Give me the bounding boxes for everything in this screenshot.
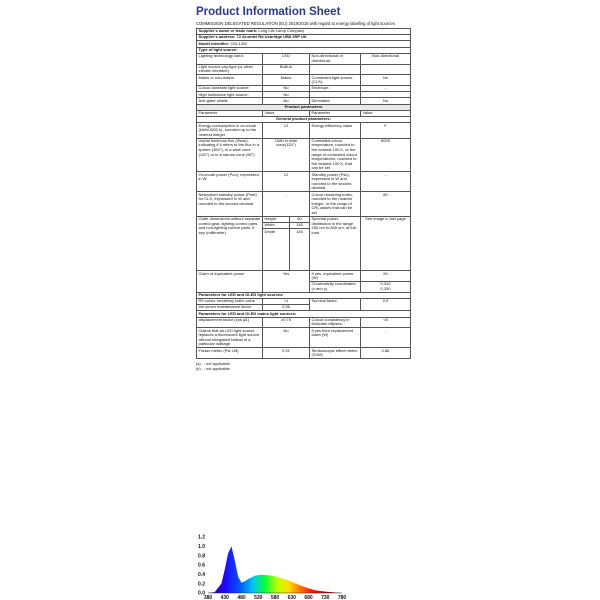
spd-label: Spectral power distribution in the range 250 nm to 800 nm, at full-load	[310, 216, 361, 270]
dimension-row: Depth 145	[197, 229, 411, 271]
type-row: Lighting technology used: LED Non-directional or directional: Non-directional	[197, 53, 411, 64]
y-tick-label: 0.0	[198, 590, 205, 597]
type-row: High luminance light source: No	[197, 92, 411, 98]
footnote-b: (b) - : not applicable;	[196, 367, 231, 372]
column-header-row: Parameter Value Parameter Value	[197, 110, 411, 116]
type-row: Light source cap-type (or other electric interface) Built-in	[197, 64, 411, 75]
page-title: Product Information Sheet	[196, 6, 341, 18]
y-tick-label: 1.0	[198, 544, 205, 551]
product-information-sheet	[196, 6, 410, 372]
x-tick-label: 380	[203, 595, 213, 600]
x-tick-label: 430	[220, 595, 229, 600]
x-tick-label: 680	[304, 595, 313, 600]
product-parameters-header: Product parameters	[197, 104, 411, 110]
dimension-row: Outer dimensions without separate control gear, lighting control parts and non-lighting control parts, if any (millimetre) Height 60 Spectral power distribution in the range 250 nm to 800 nm, at full-load See image in last page	[197, 216, 411, 222]
model-row: Model identifier: CDL12W	[197, 41, 411, 47]
footnote-a: (a) - : not applicable;	[196, 362, 231, 367]
info-table	[196, 28, 411, 359]
supplier-address-row: Supplier's address: 72 Arundel Rd Uxbridge UB8 2RP UK	[197, 35, 411, 41]
led-parameters-header: Parameters for LED and OLED light sources:	[197, 292, 411, 298]
general-row: Useful luminous flux (Φuse), indicating if it refers to the flux in a sphere (360°), in a wide cone (120°) or in a narrow cone (90°) 1080 in wide cone(120°) Correlated colour temperature, rounded to the nearest 100 K, or the range of correlated colour temperatures, rounded to the nearest 100 K, that can be set 6000	[197, 138, 411, 172]
r9-row: R9 colour rendering index value >1 Survival factor 0,9	[197, 299, 411, 305]
type-row: Mains or non-mains: Mains Connected light source (CLS): No	[197, 75, 411, 86]
type-row: Anti-glare shield: No Dimmable: No	[197, 98, 411, 104]
x-tick-label: 630	[287, 595, 296, 600]
spd-area	[208, 546, 342, 593]
regulation-text: COMMISSION DELEGATED REGULATION (EU) 2019/2015 with regard to energy labelling of light sources	[196, 21, 395, 26]
flicker-row: Flicker metric (Pst LM) 0,92 Stroboscopic effect metric (SVM) 0,86	[197, 348, 411, 359]
general-parameters-header: General product parameters:	[197, 117, 411, 123]
mains-parameters-header: Parameters for LED and OLED mains light sources:	[197, 311, 411, 317]
y-tick-label: 0.2	[198, 581, 205, 588]
y-tick-label: 0.8	[198, 553, 205, 560]
x-tick-label: 780	[337, 595, 347, 600]
x-tick-label: 480	[237, 595, 246, 600]
x-tick-label: 530	[254, 595, 263, 600]
chromaticity-row: Chromaticity coordinates (x and y) 0,310 0,330	[197, 282, 411, 293]
outer-dimensions-label: Outer dimensions without separate control gear, lighting control parts and non-lighting control parts, if any (millimetre)	[197, 216, 263, 270]
general-row: On-mode power (Pon), expressed in W 12 Standby power (Psb), expressed in W and rounded to the second decimal -	[197, 172, 411, 192]
general-row: Networked standby power (Pnet) for CLS, expressed in W and rounded to the second decimal - Colour rendering index, rounded to the nearest integer, or the range of CRI-values that can be set 80	[197, 192, 411, 217]
y-tick-label: 0.6	[198, 562, 205, 569]
fluorescent-row: Claims that an LED light source replaces a fluorescent light source without integrated ballast of a particular wattage. No If yes then replacement claim (W) -	[197, 328, 411, 348]
spectral-distribution-chart	[190, 532, 350, 600]
type-header: Type of light source:	[197, 47, 411, 53]
spd-value: See image in last page	[361, 216, 411, 270]
displacement-row: displacement factor (cos φ1) ≥0,75 Colour consistency in McAdam ellipses <5	[197, 317, 411, 328]
y-tick-label: 0.4	[198, 572, 205, 579]
claim-row: Claim of equivalent power Yes If yes, equivalent power (W) 90	[197, 271, 411, 282]
lumen-row: the lumen maintenance factor 0,96	[197, 305, 411, 311]
general-row: Energy consumption in on-mode (kWh/1000 h), rounded up to the nearest integer 12 Energy efficiency class F	[197, 123, 411, 138]
x-tick-label: 730	[321, 595, 330, 600]
y-tick-label: 1.2	[198, 534, 205, 541]
type-row: Colour-tuneable light source: No Envelope: -	[197, 86, 411, 92]
dimension-row: Width 145	[197, 223, 411, 229]
supplier-name-row: Supplier's name or trade mark: Long Life Lamp Company	[197, 29, 411, 35]
x-tick-label: 580	[270, 595, 280, 600]
